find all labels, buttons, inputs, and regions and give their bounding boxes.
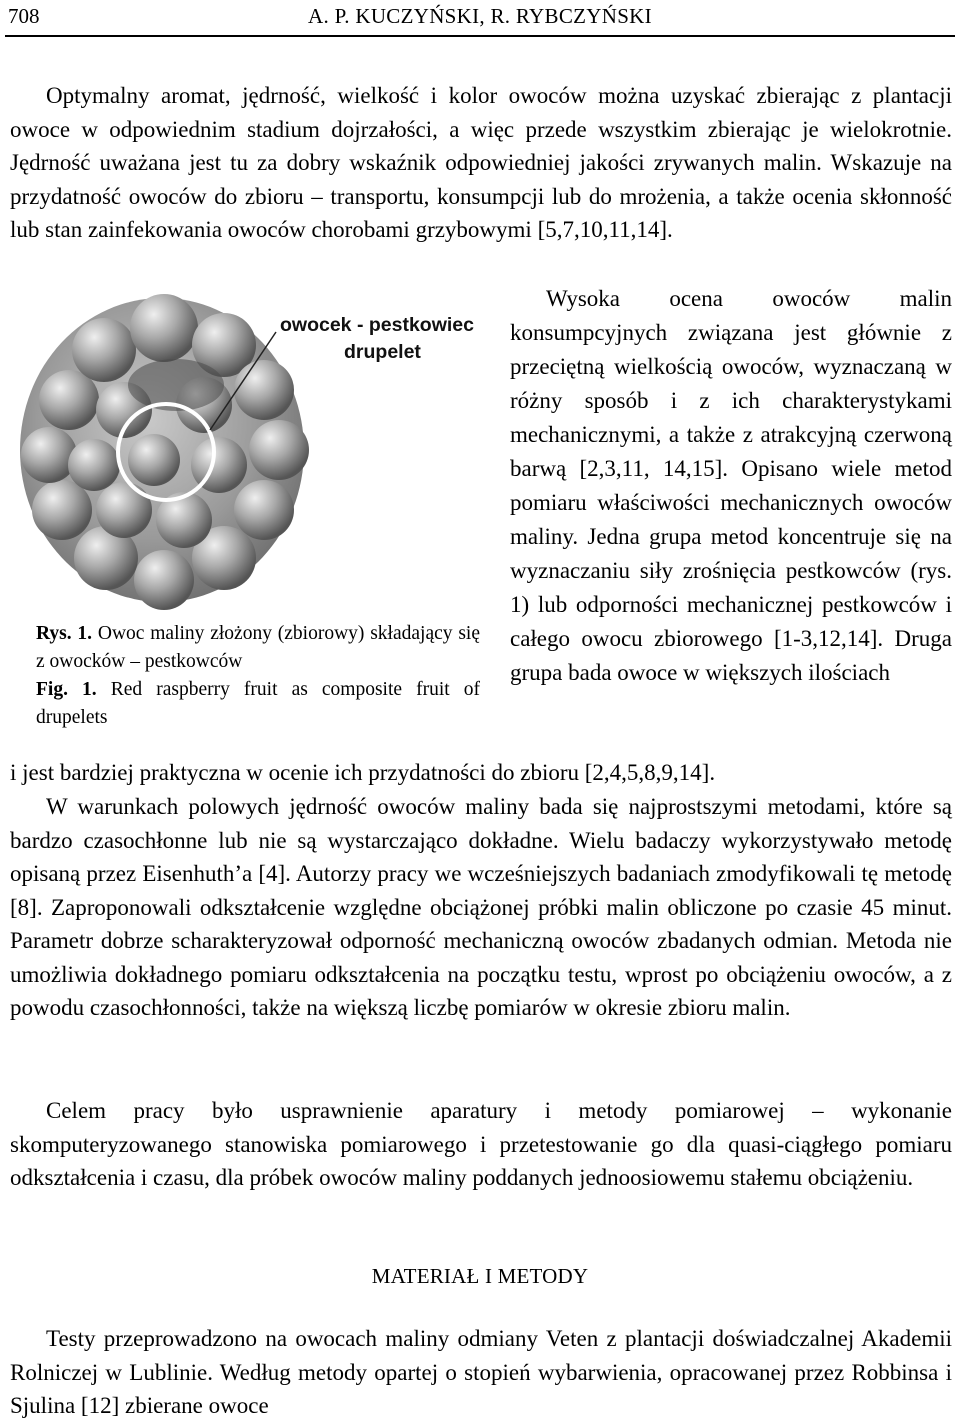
caption-label-en: Fig. 1. (36, 679, 97, 700)
paragraph-wrapped-continuation: i jest bardziej praktyczna w ocenie ich przydatności do zbioru [2,4,5,8,9,14]. (10, 760, 716, 785)
page-number: 708 (8, 4, 40, 28)
section-heading: MATERIAŁ I METODY (371, 1264, 589, 1288)
header-rule (5, 35, 955, 37)
paragraph-wrapped: Wysoka ocena owoców malin konsumpcyjnych związana jest głównie z przeciętną wielkością owoców, wyznaczaną w różny sposób i z ich charakterystykami mechanicznymi, a także z atrakcyjną czerwoną barwą [2,3,11, 14,15]. Opisano wiele metod pomiaru właściwości mechanicznych owoców maliny. Jedna grupa metod koncentruje się na wyznaczaniu siły zrośnięcia pestkowców (rys. 1) lub odporności mechanicznej pestkowców i całego owocu zbiorowego [1-3,12,14]. Druga grupa bada owoce w większych ilościach (510, 286, 952, 685)
figure-label-drupelet-en: drupelet (344, 341, 421, 363)
paragraph-field-methods: W warunkach polowych jędrność owoców maliny bada się najprostszymi metodami, które są bardzo czasochłonne lub nie są wystarczająco dokładne. Wielu badaczy wykorzystywało metodę opisaną przez Eisenhuth’a [4]. Autorzy pracy we wcześniejszych badaniach zmodyfikowali tę metodę [8]. Zaproponowali odkształcenie względne obciążonej próbki malin obliczone po czasie 45 minut. Parametr dobrze scharakteryzował odporność mechaniczną owoców zbadanych odmian. Metoda nie umożliwia dokładnego pomiaru odkształcenia na początku testu, wprost po obciążeniu owoców, a z powodu czasochłonności, także na większą liczbę pomiarów w okresie zbioru malin. (10, 794, 952, 1020)
paragraph-aim: Celem pracy było usprawnienie aparatury i metody pomiarowej – wykonanie skomputeryzowanego stanowiska pomiarowego i przetestowanie go dla quasi-ciągłego pomiaru odkształcenia i czasu, dla próbek owoców maliny poddanych jednoosiowemu stałemu obciążeniu. (10, 1098, 952, 1190)
figure-caption (36, 620, 480, 732)
caption-text-en: Red raspberry fruit as composite fruit of drupelets (36, 679, 480, 728)
figure-raspberry (14, 290, 490, 610)
running-header-authors: A. P. KUCZYŃSKI, R. RYBCZYŃSKI (308, 4, 652, 28)
paragraph-materials: Testy przeprowadzono na owocach maliny odmiany Veten z plantacji doświadczalnej Akademii Rolniczej w Lublinie. Według metody opartej o stopień wybarwienia, opracowanej przez Robbinsa i Sjulina [12] zbierane owoce (10, 1326, 952, 1418)
caption-text-pl: Owoc maliny złożony (zbiorowy) składający się z owocków – pestkowców (36, 623, 480, 672)
caption-label-pl: Rys. 1. (36, 623, 93, 644)
paragraph-intro: Optymalny aromat, jędrność, wielkość i kolor owoców można uzyskać zbierając z plantacji owoce w odpowiednim stadium dojrzałości, a więc przede wszystkim zbierając je wielokrotnie. Jędrność uważana jest tu za dobry wskaźnik odpowiedniej jakości zrywanych malin. Wskazuje na przydatność owoców do zbioru – transportu, konsumpcji lub do mrożenia, a także ocenia skłonność lub stan zainfekowania owoców chorobami grzybowymi [5,7,10,11,14]. (10, 83, 952, 242)
raspberry-illustration (14, 290, 490, 610)
running-header (8, 4, 952, 34)
figure-label-drupelet-pl: owocek - pestkowiec (280, 314, 474, 336)
